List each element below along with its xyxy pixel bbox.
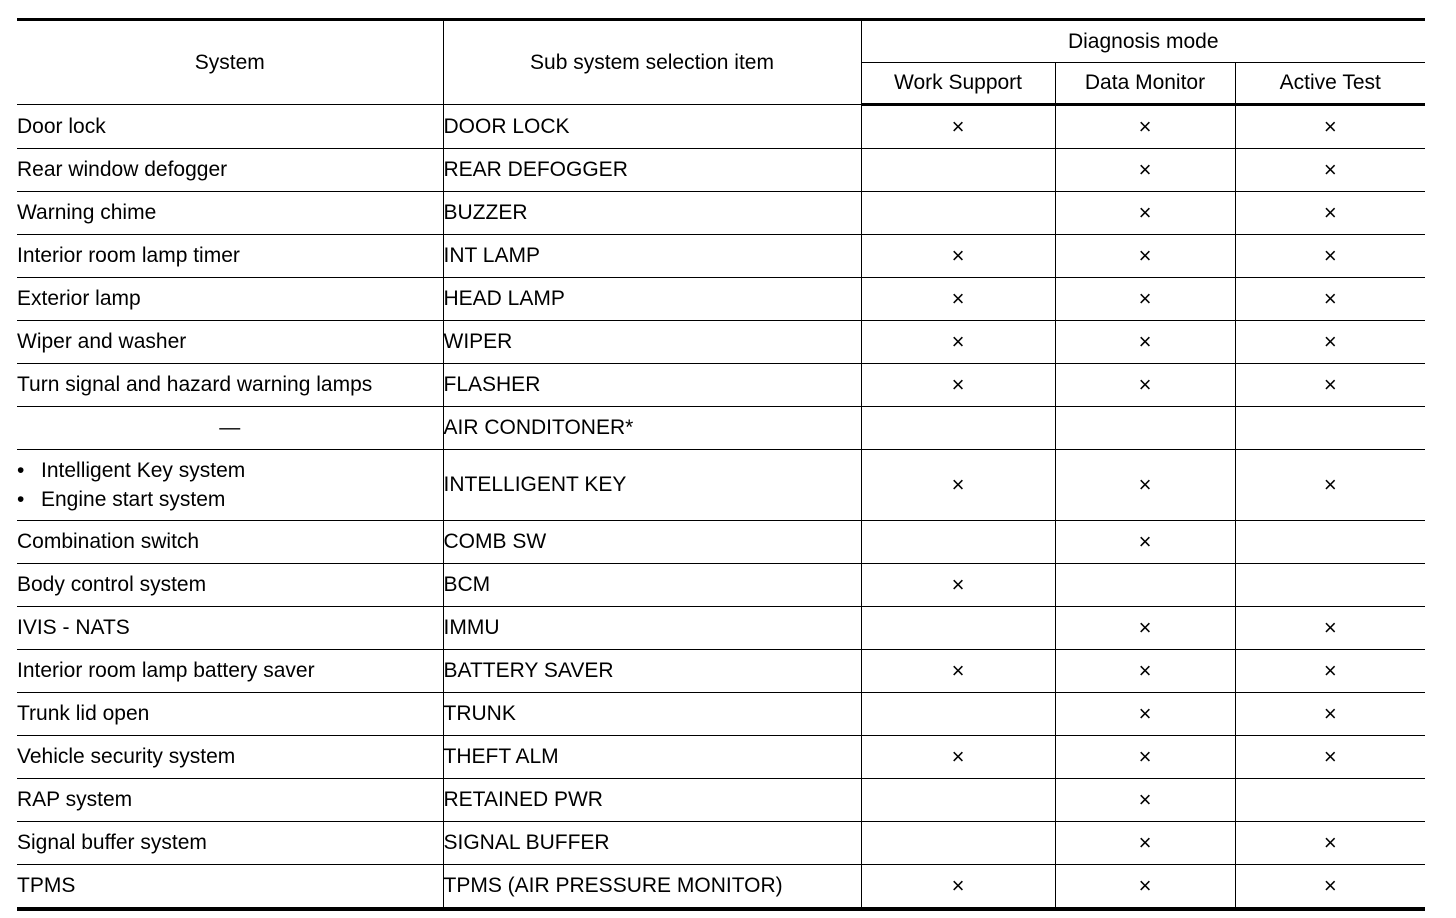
active-test-cell xyxy=(1235,364,1425,407)
supported-mark-icon: × xyxy=(1323,157,1337,182)
data-monitor-cell xyxy=(1055,364,1235,407)
active-test-cell xyxy=(1235,693,1425,736)
bullet-icon: • xyxy=(17,459,25,482)
table-row xyxy=(17,321,1425,364)
data-monitor-cell xyxy=(1055,105,1235,149)
subsystem-cell: RETAINED PWR xyxy=(443,779,861,822)
work-support-cell xyxy=(861,693,1055,736)
data-monitor-cell xyxy=(1055,192,1235,235)
table-row xyxy=(17,450,1425,521)
active-test-cell xyxy=(1235,278,1425,321)
table-header xyxy=(17,20,1425,105)
active-test-cell xyxy=(1235,105,1425,149)
system-list-item xyxy=(17,456,443,485)
table-row xyxy=(17,564,1425,607)
system-cell: Door lock xyxy=(17,105,443,149)
supported-mark-icon: × xyxy=(1138,472,1152,497)
data-monitor-cell xyxy=(1055,736,1235,779)
data-monitor-cell xyxy=(1055,235,1235,278)
supported-mark-icon: × xyxy=(1138,286,1152,311)
supported-mark-icon: × xyxy=(1138,873,1152,898)
subsystem-cell: INTELLIGENT KEY xyxy=(443,450,861,521)
supported-mark-icon: × xyxy=(1323,200,1337,225)
supported-mark-icon: × xyxy=(1323,472,1337,497)
work-support-cell xyxy=(861,149,1055,192)
table-row xyxy=(17,693,1425,736)
supported-mark-icon: × xyxy=(951,286,965,311)
subsystem-cell: TPMS (AIR PRESSURE MONITOR) xyxy=(443,865,861,910)
data-monitor-cell xyxy=(1055,564,1235,607)
work-support-cell xyxy=(861,364,1055,407)
table-row xyxy=(17,521,1425,564)
system-cell xyxy=(17,450,443,521)
subsystem-cell: BUZZER xyxy=(443,192,861,235)
subsystem-cell: COMB SW xyxy=(443,521,861,564)
system-cell: Interior room lamp timer xyxy=(17,235,443,278)
supported-mark-icon: × xyxy=(951,114,965,139)
subsystem-cell: BCM xyxy=(443,564,861,607)
system-cell: Body control system xyxy=(17,564,443,607)
data-monitor-cell xyxy=(1055,607,1235,650)
work-support-cell xyxy=(861,521,1055,564)
data-monitor-cell xyxy=(1055,407,1235,450)
subsystem-cell: HEAD LAMP xyxy=(443,278,861,321)
table-row xyxy=(17,149,1425,192)
system-cell: TPMS xyxy=(17,865,443,910)
work-support-cell xyxy=(861,278,1055,321)
supported-mark-icon: × xyxy=(1323,658,1337,683)
supported-mark-icon: × xyxy=(1138,658,1152,683)
subsystem-cell: INT LAMP xyxy=(443,235,861,278)
system-cell: Combination switch xyxy=(17,521,443,564)
supported-mark-icon: × xyxy=(1323,744,1337,769)
table-row xyxy=(17,822,1425,865)
header-data-monitor: Data Monitor xyxy=(1055,63,1235,105)
supported-mark-icon: × xyxy=(951,472,965,497)
bullet-icon: • xyxy=(17,488,25,511)
active-test-cell xyxy=(1235,822,1425,865)
active-test-cell xyxy=(1235,564,1425,607)
subsystem-cell: FLASHER xyxy=(443,364,861,407)
subsystem-cell: DOOR LOCK xyxy=(443,105,861,149)
data-monitor-cell xyxy=(1055,321,1235,364)
supported-mark-icon: × xyxy=(1138,701,1152,726)
work-support-cell xyxy=(861,779,1055,822)
table-row xyxy=(17,736,1425,779)
supported-mark-icon: × xyxy=(1323,286,1337,311)
active-test-cell xyxy=(1235,321,1425,364)
supported-mark-icon: × xyxy=(1138,372,1152,397)
supported-mark-icon: × xyxy=(1138,744,1152,769)
work-support-cell xyxy=(861,564,1055,607)
system-cell: IVIS - NATS xyxy=(17,607,443,650)
supported-mark-icon: × xyxy=(1138,329,1152,354)
active-test-cell xyxy=(1235,149,1425,192)
work-support-cell xyxy=(861,235,1055,278)
supported-mark-icon: × xyxy=(1138,830,1152,855)
subsystem-cell: AIR CONDITONER* xyxy=(443,407,861,450)
table-row xyxy=(17,650,1425,693)
system-cell: Exterior lamp xyxy=(17,278,443,321)
system-list-item-label: Engine start system xyxy=(41,488,226,511)
system-cell: — xyxy=(17,407,443,450)
diagnosis-mode-table xyxy=(17,18,1425,911)
work-support-cell xyxy=(861,822,1055,865)
supported-mark-icon: × xyxy=(951,658,965,683)
table-body xyxy=(17,105,1425,910)
supported-mark-icon: × xyxy=(1323,873,1337,898)
work-support-cell xyxy=(861,865,1055,910)
supported-mark-icon: × xyxy=(951,243,965,268)
supported-mark-icon: × xyxy=(1323,701,1337,726)
system-cell: Interior room lamp battery saver xyxy=(17,650,443,693)
system-list xyxy=(17,456,443,514)
table-row xyxy=(17,779,1425,822)
table-row xyxy=(17,278,1425,321)
subsystem-cell: WIPER xyxy=(443,321,861,364)
header-system: System xyxy=(17,20,443,105)
work-support-cell xyxy=(861,321,1055,364)
system-cell: Vehicle security system xyxy=(17,736,443,779)
supported-mark-icon: × xyxy=(1323,243,1337,268)
table-row xyxy=(17,364,1425,407)
work-support-cell xyxy=(861,407,1055,450)
work-support-cell xyxy=(861,650,1055,693)
supported-mark-icon: × xyxy=(1323,372,1337,397)
work-support-cell xyxy=(861,450,1055,521)
table-row xyxy=(17,235,1425,278)
supported-mark-icon: × xyxy=(1138,157,1152,182)
table-row xyxy=(17,192,1425,235)
active-test-cell xyxy=(1235,521,1425,564)
supported-mark-icon: × xyxy=(951,744,965,769)
active-test-cell xyxy=(1235,192,1425,235)
system-cell: Wiper and washer xyxy=(17,321,443,364)
supported-mark-icon: × xyxy=(1138,529,1152,554)
data-monitor-cell xyxy=(1055,693,1235,736)
work-support-cell xyxy=(861,105,1055,149)
supported-mark-icon: × xyxy=(1323,615,1337,640)
supported-mark-icon: × xyxy=(951,372,965,397)
active-test-cell xyxy=(1235,779,1425,822)
system-cell: Turn signal and hazard warning lamps xyxy=(17,364,443,407)
active-test-cell xyxy=(1235,607,1425,650)
work-support-cell xyxy=(861,192,1055,235)
supported-mark-icon: × xyxy=(1138,200,1152,225)
supported-mark-icon: × xyxy=(1138,615,1152,640)
system-cell: Signal buffer system xyxy=(17,822,443,865)
header-work-support: Work Support xyxy=(861,63,1055,105)
data-monitor-cell xyxy=(1055,521,1235,564)
active-test-cell xyxy=(1235,235,1425,278)
data-monitor-cell xyxy=(1055,278,1235,321)
system-cell: Warning chime xyxy=(17,192,443,235)
system-list-item xyxy=(17,485,443,514)
subsystem-cell: IMMU xyxy=(443,607,861,650)
header-active-test: Active Test xyxy=(1235,63,1425,105)
active-test-cell xyxy=(1235,865,1425,910)
active-test-cell xyxy=(1235,736,1425,779)
subsystem-cell: BATTERY SAVER xyxy=(443,650,861,693)
supported-mark-icon: × xyxy=(1323,830,1337,855)
system-list-item-label: Intelligent Key system xyxy=(41,459,246,482)
subsystem-cell: TRUNK xyxy=(443,693,861,736)
subsystem-cell: SIGNAL BUFFER xyxy=(443,822,861,865)
header-diagnosis-mode: Diagnosis mode xyxy=(861,20,1425,63)
data-monitor-cell xyxy=(1055,650,1235,693)
subsystem-cell: THEFT ALM xyxy=(443,736,861,779)
supported-mark-icon: × xyxy=(1138,114,1152,139)
supported-mark-icon: × xyxy=(951,572,965,597)
table-row xyxy=(17,865,1425,910)
header-subsystem: Sub system selection item xyxy=(443,20,861,105)
active-test-cell xyxy=(1235,407,1425,450)
active-test-cell xyxy=(1235,450,1425,521)
data-monitor-cell xyxy=(1055,865,1235,910)
table-row xyxy=(17,105,1425,149)
data-monitor-cell xyxy=(1055,822,1235,865)
supported-mark-icon: × xyxy=(951,873,965,898)
data-monitor-cell xyxy=(1055,779,1235,822)
supported-mark-icon: × xyxy=(1323,329,1337,354)
system-cell: RAP system xyxy=(17,779,443,822)
active-test-cell xyxy=(1235,650,1425,693)
supported-mark-icon: × xyxy=(1138,787,1152,812)
supported-mark-icon: × xyxy=(1138,243,1152,268)
table-row xyxy=(17,407,1425,450)
supported-mark-icon: × xyxy=(951,329,965,354)
work-support-cell xyxy=(861,607,1055,650)
subsystem-cell: REAR DEFOGGER xyxy=(443,149,861,192)
system-cell: Trunk lid open xyxy=(17,693,443,736)
data-monitor-cell xyxy=(1055,450,1235,521)
work-support-cell xyxy=(861,736,1055,779)
table-row xyxy=(17,607,1425,650)
data-monitor-cell xyxy=(1055,149,1235,192)
supported-mark-icon: × xyxy=(1323,114,1337,139)
system-cell: Rear window defogger xyxy=(17,149,443,192)
